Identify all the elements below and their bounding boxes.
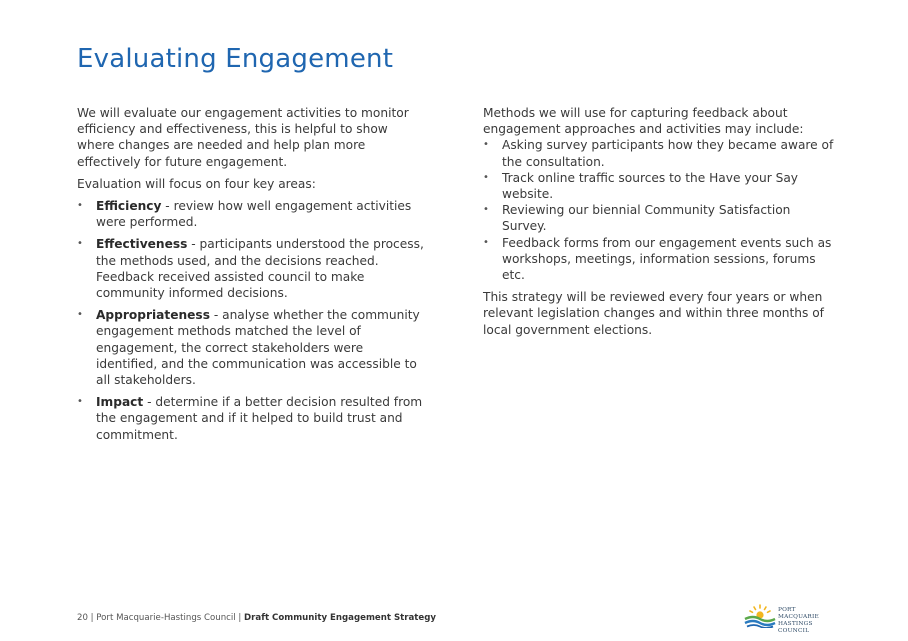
key-areas-list [77,198,427,443]
logo-line-1: PORT MACQUARIE [778,607,819,620]
list-item [77,394,427,443]
list-item: • Track online traffic sources to the Have your Say website. [483,170,838,202]
closing-paragraph: This strategy will be reviewed every four years or when relevant legislation changes and within three months of local government elections. [483,290,824,337]
methods-lead: Methods we will use for capturing feedback about engagement approaches and activities may include: [483,106,804,137]
areas-lead: Evaluation will focus on four key areas: [77,176,316,191]
area-term: Efficiency [96,199,162,214]
area-term: Appropriateness [96,308,210,323]
footer-doc-title: Draft Community Engagement Strategy [244,613,436,623]
right-column [483,105,838,344]
list-item [77,236,427,301]
methods-list [483,137,838,283]
logo-wordmark [778,607,838,635]
list-item: • Feedback forms from our engagement events such as workshops, meetings, information sessions, forums etc. [483,235,838,284]
footer-org: | Port Macquarie-Hastings Council | [87,613,245,623]
area-text: - determine if a better decision resulted from the engagement and if it helped to build trust and commitment. [96,395,423,442]
area-text: - analyse whether the community engagement methods matched the level of engagement, the correct stakeholders were identified, and the communication was accessible to all stakeholders. [96,308,420,388]
logo-mark-icon [743,604,777,628]
page-title: Evaluating Engagement [77,44,394,74]
left-column [77,105,427,449]
page-number: 20 [77,613,88,623]
list-item [77,198,427,230]
logo-line-2: HASTINGS COUNCIL [778,621,813,634]
list-item: • Reviewing our biennial Community Satisfaction Survey. [483,202,838,234]
area-term: Impact [96,395,144,410]
council-logo [743,604,838,634]
list-item [77,307,427,388]
intro-paragraph: We will evaluate our engagement activities to monitor efficiency and effectiveness, this is helpful to show where changes are needed and help plan more effectively for future engagement. [77,106,409,169]
list-item: • Asking survey participants how they became aware of the consultation. [483,137,838,169]
area-term: Effectiveness [96,237,188,252]
page-footer [77,613,436,623]
area-text: - participants understood the process, the methods used, and the decisions reached. Feedback received assisted council to make community informed decisions. [96,237,424,301]
area-text: - review how well engagement activities were performed. [96,199,412,230]
